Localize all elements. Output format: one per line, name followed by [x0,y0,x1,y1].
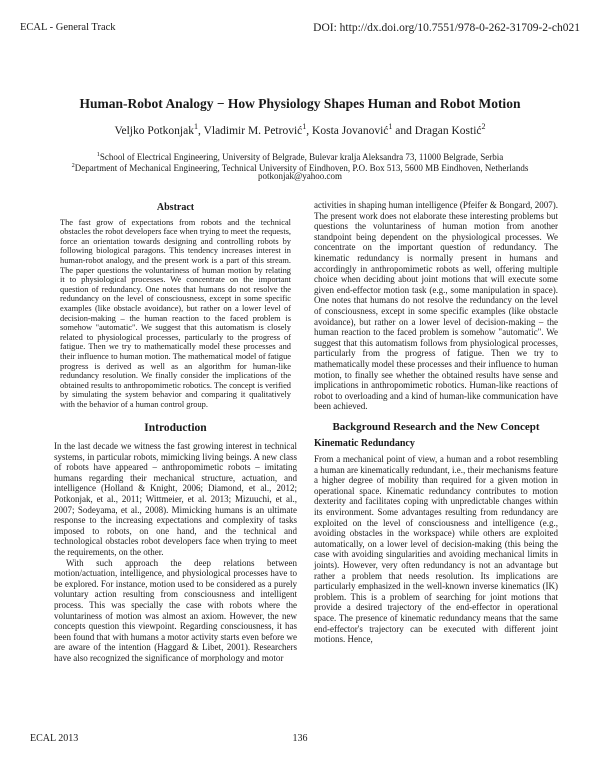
running-header-doi: DOI: http://dx.doi.org/10.7551/978-0-262-31709-2-ch021 [313,22,580,34]
author-list [0,122,600,137]
introduction-heading: Introduction [144,422,207,435]
right-column [314,200,558,645]
affil-mark: 2 [71,162,75,169]
abstract-heading: Abstract [156,202,195,213]
affil-text: School of Electrical Engineering, University of Belgrade, Bulevar kralja Aleksandra 73, 11000 Belgrade, Serbia [99,152,504,162]
contact-email: potkonjak@yahoo.com [257,171,343,181]
abstract-text: The fast grow of expectations from robots and the technical obstacles the robot developers face when trying to meet the requests, force an orientation towards designing and controlling robots by following biological paragons. This tendency increases interest in human-robot analogy, and the present work is a part of this stream. The paper questions the voluntariness of human motion by relating it to physiological processes. We concentrate on the important question of redundancy. One notes that humans do not resolve the redundancy on the level of consciousness, except in some specific examples (like obstacle avoidance), but rather on a lower level of decision-making – the human reaction to the faced problem is somehow "automatic". We suggest that this automatism is closely related to physiological processes, particularly to the progress of fatigue. Then we try to mathematically model these processes and their influence to human motion. The mathematical model of fatigue progress is derived as well as an algorithm for human-like redundancy resolution. We finally consider the implications of the obtained results to anthropomimetic robotics. The concept is verified by simulating the system behavior and comparing it qualitatively with the behavior of a human control group. [60,217,291,409]
author-separator: , [306,124,313,137]
affil-text: Department of Mechanical Engineering, Technical University of Eindhoven, P.O. Box 513, 5600 MB Eindhoven, Netherlands [74,163,529,173]
author-affil-mark: 2 [481,122,486,131]
background-heading: Background Research and the New Concept [332,420,540,433]
footer-conference: ECAL 2013 [30,733,79,744]
intro-paragraph-1: In the last decade we witness the fast growing interest in technical systems, in particular robots, mimicking living beings. A new class of robots have appeared – anthropomimetic robots – imitating humans regarding their mechanical structure, actuation, and intelligence (Holland & Knight, 2006; Diamond, et al., 2012; Potkonjak, et al., 2011; Wittmeier, et al. 2013; Mizuuchi, et al., 2007; Sodeyama, et al., 2008). Mimicking humans is an ultimate response to the increasing expectations and complexity of tasks imposed to robots, on one hand, and the technical and technological obstacles robot developers face when trying to meet the requirements, on the other. [54,441,297,557]
author-name: Vladimir M. Petrović [203,124,303,137]
intro-paragraph-2: With such approach the deep relations between motion/actuation, intelligence, and physiological processes have to be explored. For instance, motion used to be considered as a purely voluntary action resulting from consciousness and intelligent process. This was specially the case with robots where the voluntariness of motion was almost an axiom. However, the new concepts question this viewpoint. Regarding consciousness, it has been found that with humans a motor activity starts even before we are aware of the intention (Haggard & Libet, 2001). Researchers have also recognized the significance of morphology and motor [54,557,297,663]
background-paragraph-1: From a mechanical point of view, a human and a robot resembling a human are kinematically redundant, i.e., their mechanisms feature a higher degree of mobility than required for a given motion in operational space. Kinematic redundancy contributes to motion dexterity and facilitates coping with unpredictable changes within its environment. Some advantages resulting from redundancy are exploited on the level of consciousness and intelligence (e.g., avoiding obstacles in the workspace) while others are exploited automatically, on a lower level of decision-making (this being the case with avoiding singularities and avoiding mechanical limits in joints). However, very often redundancy is not an advantage but rather a problem that needs resolution. Its implications are particularly emphasized in the well-known inverse kinematics (IK) problem. This is a problem of searching for joint motions that provide a desired trajectory of the end-effector in operational space. The presence of kinematic redundancy means that the same end-effector's trajectory can be executed with different joint motions. Hence, [314,454,558,645]
paper-title: Human-Robot Analogy − How Physiology Shapes Human and Robot Motion [79,96,521,111]
author-name: Kosta Jovanović [312,124,389,137]
page-number: 136 [292,733,308,744]
affil-mark: 1 [96,151,100,158]
left-column [54,200,297,664]
running-header-track: ECAL - General Track [20,22,116,33]
intro-paragraph-3: activities in shaping human intelligence (Pfeifer & Bongard, 2007). The present work does not elaborate these interesting problems but questions the voluntariness of human motion from another standpoint being dependent on the physiological processes. We concentrate on the important question of redundancy. The kinematic redundancy is normally present in humans and accordingly in anthropomimetic robots as well, offering multiple choice when deciding about joint motions that will execute some given end-effector motion task (e.g., some manipulation in space). One notes that humans do not resolve the redundancy on the level of consciousness, except in some specific examples (like obstacle avoidance), but rather on a lower level of decision-making – the human reaction to the faced problem is somehow "automatic". We suggest that this automatism follows from physiological processes, particularly from the progress of fatigue. Then we try to mathematically model these processes and their influence to human motion, to finally see whether the obtained results have sense and implications in anthropomimetic robotics. Human-like reactions of robot to overloading and a kind of human-like communication have been achieved. [314,200,558,412]
author-affil-mark: 1 [193,122,199,131]
author-affil-mark: 1 [388,122,393,131]
kinematic-redundancy-heading: Kinematic Redundancy [314,438,415,450]
author-and: and [392,124,415,137]
author-affil-mark: 1 [302,122,307,131]
author-separator: , [198,124,204,137]
author-name: Dragan Kostić [414,124,482,137]
author-name: Veljko Potkonjak [114,124,194,137]
